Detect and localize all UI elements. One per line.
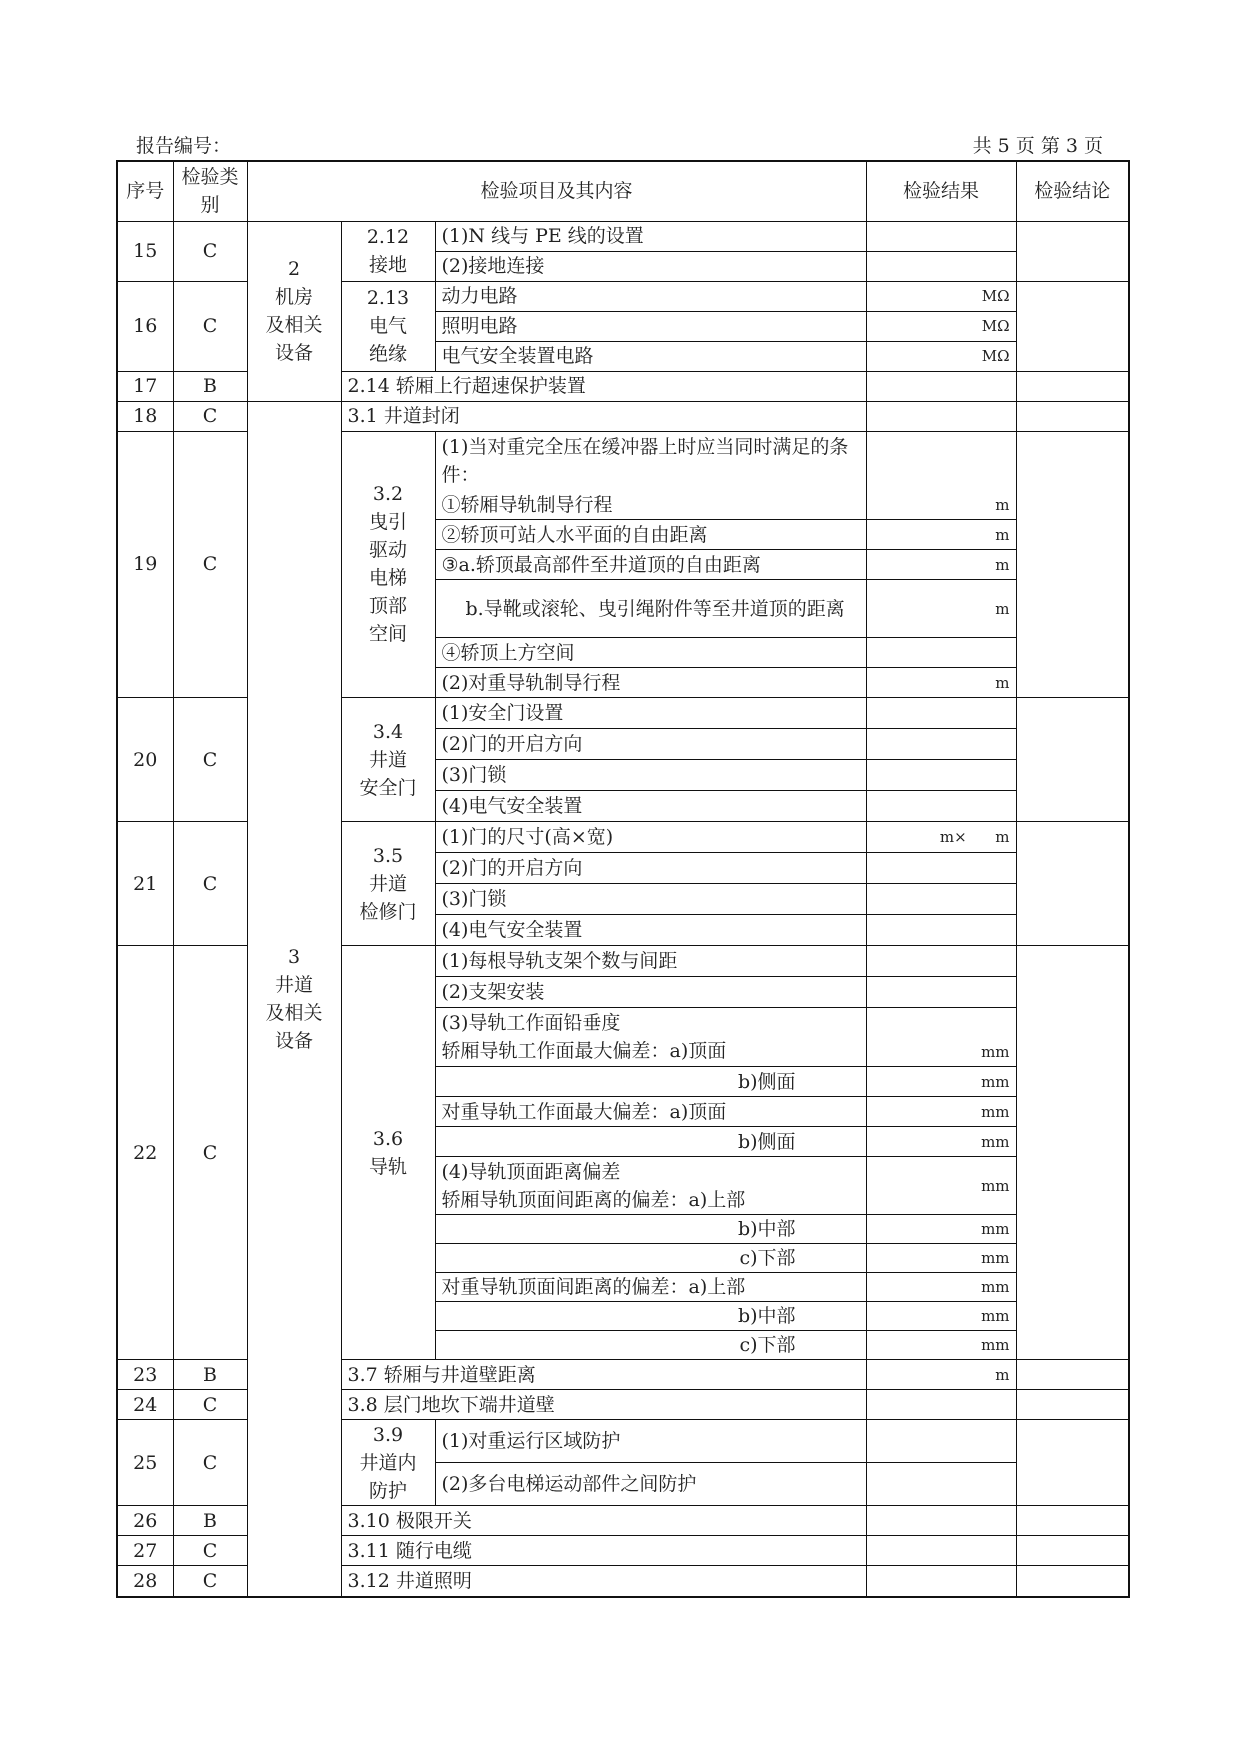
result-unit: mm [866, 1244, 1016, 1273]
result-unit: m [866, 520, 1016, 550]
row-category: C [173, 281, 247, 371]
result-cell [866, 1390, 1016, 1420]
sub-item-title: 3.2 曳引 驱动 电梯 顶部 空间 [341, 431, 435, 698]
item-text: c)下部 [435, 1244, 866, 1273]
result-unit: mm [866, 1097, 1016, 1127]
conclusion-cell [1016, 698, 1129, 822]
row-category: B [173, 1360, 247, 1390]
item-text: (4)电气安全装置 [435, 915, 866, 946]
result-cell [866, 401, 1016, 431]
item-text: 2.14 轿厢上行超速保护装置 [341, 371, 866, 401]
table-header-row [117, 161, 1129, 221]
result-unit: m [866, 550, 1016, 580]
header-item: 检验项目及其内容 [247, 161, 866, 221]
item-text: 对重导轨顶面间距离的偏差：a)上部 [435, 1273, 866, 1302]
result-cell [866, 1566, 1016, 1597]
row-category: C [173, 401, 247, 431]
row-seq: 26 [117, 1506, 173, 1536]
item-text: 电气安全装置电路 [435, 341, 866, 371]
sub-item-title: 3.5 井道 检修门 [341, 822, 435, 946]
result-unit: m [866, 668, 1016, 698]
item-text: b)侧面 [435, 1067, 866, 1097]
conclusion-cell [1016, 1536, 1129, 1566]
header-category: 检验类别 [173, 161, 247, 221]
item-text: (1)当对重完全压在缓冲器上时应当同时满足的条件： [435, 431, 866, 491]
item-text: 动力电路 [435, 281, 866, 311]
result-cell [866, 1536, 1016, 1566]
row-seq: 28 [117, 1566, 173, 1597]
item-text: (2)门的开启方向 [435, 729, 866, 760]
table-row [117, 221, 1129, 251]
row-seq: 20 [117, 698, 173, 822]
item-text: ①轿厢导轨制导行程 [435, 491, 866, 520]
row-category: C [173, 221, 247, 281]
conclusion-cell [1016, 221, 1129, 281]
result-unit: mm [866, 1302, 1016, 1331]
result-cell [866, 946, 1016, 977]
row-seq: 27 [117, 1536, 173, 1566]
row-category: C [173, 1566, 247, 1597]
conclusion-cell [1016, 1506, 1129, 1536]
result-cell [866, 760, 1016, 791]
inspection-table [116, 160, 1130, 1598]
item-text: ③a.轿顶最高部件至井道顶的自由距离 [435, 550, 866, 580]
result-cell [866, 251, 1016, 281]
conclusion-cell [1016, 1360, 1129, 1390]
row-category: C [173, 1536, 247, 1566]
conclusion-cell [1016, 946, 1129, 1360]
row-category: C [173, 946, 247, 1360]
conclusion-cell [1016, 371, 1129, 401]
item-text: (1)门的尺寸(高×宽) [435, 822, 866, 853]
item-text: (4)导轨顶面距离偏差 轿厢导轨顶面间距离的偏差：a)上部 [435, 1157, 866, 1215]
row-seq: 17 [117, 371, 173, 401]
result-cell [866, 977, 1016, 1008]
result-unit: mm [866, 1157, 1016, 1215]
result-cell [866, 853, 1016, 884]
item-text: (3)导轨工作面铅垂度 轿厢导轨工作面最大偏差：a)顶面 [435, 1008, 866, 1067]
result-unit: mm [866, 1331, 1016, 1360]
row-category: B [173, 1506, 247, 1536]
row-seq: 23 [117, 1360, 173, 1390]
item-text: (2)对重导轨制导行程 [435, 668, 866, 698]
item-text: (3)门锁 [435, 760, 866, 791]
item-text: (4)电气安全装置 [435, 791, 866, 822]
row-seq: 18 [117, 401, 173, 431]
item-text: (1)对重运行区域防护 [435, 1420, 866, 1463]
row-seq: 21 [117, 822, 173, 946]
group-machine-room: 2 机房 及相关 设备 [247, 221, 341, 401]
result-unit: m [866, 491, 1016, 520]
result-cell [866, 915, 1016, 946]
result-cell [866, 1463, 1016, 1506]
result-unit: mm [866, 1127, 1016, 1157]
item-text: c)下部 [435, 1331, 866, 1360]
table-row [117, 401, 1129, 431]
row-seq: 22 [117, 946, 173, 1360]
row-category: C [173, 698, 247, 822]
result-unit: mm [866, 1008, 1016, 1067]
conclusion-cell [1016, 1390, 1129, 1420]
result-unit: MΩ [866, 281, 1016, 311]
row-seq: 25 [117, 1420, 173, 1506]
page-count: 共 5 页 第 3 页 [972, 135, 1103, 157]
result-cell [866, 371, 1016, 401]
item-text: (2)支架安装 [435, 977, 866, 1008]
header-conclusion: 检验结论 [1016, 161, 1129, 221]
row-seq: 24 [117, 1390, 173, 1420]
header-seq: 序号 [117, 161, 173, 221]
row-seq: 15 [117, 221, 173, 281]
conclusion-cell [1016, 281, 1129, 371]
item-text: (2)门的开启方向 [435, 853, 866, 884]
group-hoistway: 3 井道 及相关 设备 [247, 401, 341, 1597]
item-text: (3)门锁 [435, 884, 866, 915]
item-text: (1)安全门设置 [435, 698, 866, 729]
result-unit: mm [866, 1273, 1016, 1302]
result-cell [866, 698, 1016, 729]
item-text: (1)每根导轨支架个数与间距 [435, 946, 866, 977]
item-text: 3.7 轿厢与井道壁距离 [341, 1360, 866, 1390]
result-unit: MΩ [866, 311, 1016, 341]
result-unit: MΩ [866, 341, 1016, 371]
item-text: b)中部 [435, 1215, 866, 1244]
item-text: 3.11 随行电缆 [341, 1536, 866, 1566]
result-cell [866, 729, 1016, 760]
item-text: (2)接地连接 [435, 251, 866, 281]
row-category: C [173, 1420, 247, 1506]
sub-item-title: 2.13 电气 绝缘 [341, 281, 435, 371]
item-text: ④轿顶上方空间 [435, 638, 866, 668]
item-text: 3.10 极限开关 [341, 1506, 866, 1536]
row-seq: 19 [117, 431, 173, 698]
result-cell [866, 638, 1016, 668]
sub-item-title: 2.12 接地 [341, 221, 435, 281]
item-text: (2)多台电梯运动部件之间防护 [435, 1463, 866, 1506]
sub-item-title: 3.4 井道 安全门 [341, 698, 435, 822]
result-cell [866, 1506, 1016, 1536]
row-category: B [173, 371, 247, 401]
row-category: C [173, 1390, 247, 1420]
conclusion-cell [1016, 401, 1129, 431]
item-text: 3.8 层门地坎下端井道壁 [341, 1390, 866, 1420]
item-text: ②轿顶可站人水平面的自由距离 [435, 520, 866, 550]
result-unit: m [866, 580, 1016, 638]
report-number-label: 报告编号： [136, 135, 232, 157]
item-text: b.导靴或滚轮、曳引绳附件等至井道顶的距离 [435, 580, 866, 638]
item-text: b)中部 [435, 1302, 866, 1331]
result-unit: m× m [866, 822, 1016, 853]
result-cell [866, 431, 1016, 491]
result-unit: mm [866, 1215, 1016, 1244]
sub-item-title: 3.6 导轨 [341, 946, 435, 1360]
header-result: 检验结果 [866, 161, 1016, 221]
result-cell [866, 1420, 1016, 1463]
row-category: C [173, 822, 247, 946]
item-text: 照明电路 [435, 311, 866, 341]
item-text: 3.12 井道照明 [341, 1566, 866, 1597]
item-text: 3.1 井道封闭 [341, 401, 866, 431]
result-cell [866, 791, 1016, 822]
sub-item-title: 3.9 井道内 防护 [341, 1420, 435, 1506]
row-seq: 16 [117, 281, 173, 371]
conclusion-cell [1016, 1566, 1129, 1597]
item-text: 对重导轨工作面最大偏差：a)顶面 [435, 1097, 866, 1127]
conclusion-cell [1016, 1420, 1129, 1506]
conclusion-cell [1016, 431, 1129, 698]
result-cell [866, 221, 1016, 251]
result-cell [866, 884, 1016, 915]
row-category: C [173, 431, 247, 698]
item-text: (1)N 线与 PE 线的设置 [435, 221, 866, 251]
item-text: b)侧面 [435, 1127, 866, 1157]
conclusion-cell [1016, 822, 1129, 946]
result-unit: m [866, 1360, 1016, 1390]
result-unit: mm [866, 1067, 1016, 1097]
